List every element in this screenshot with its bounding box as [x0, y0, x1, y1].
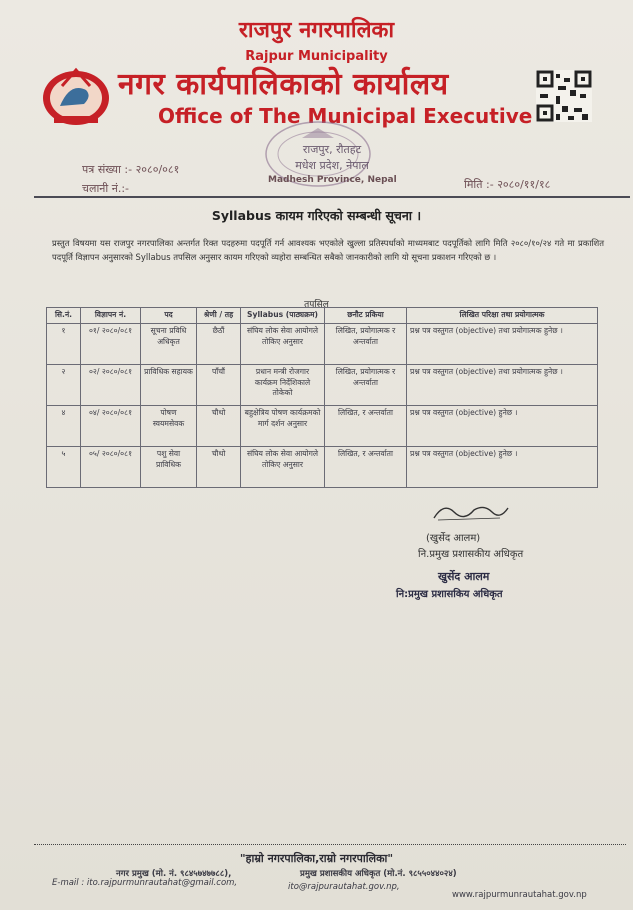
footer-mayor-contact: नगर प्रमुख (मो. नं. ९८४५७४७७८८), [116, 869, 232, 879]
table-row [47, 406, 598, 447]
table-row [47, 447, 598, 488]
cell-level: चौथो [197, 406, 241, 447]
header-cell: विज्ञापन नं. [81, 308, 141, 324]
cell-exam: प्रश्न पत्र वस्तुगत (objective) हुनेछ । [407, 447, 598, 488]
table-row [47, 324, 598, 365]
cell-syllabus: बहुक्षेत्रिय पोषण कार्यक्रमको मार्ग दर्शन अनुसार [241, 406, 325, 447]
cell-exam: प्रश्न पत्र वस्तुगत (objective) हुनेछ । [407, 406, 598, 447]
cell-selection: लिखित, र अन्तर्वाता [325, 406, 407, 447]
header-cell: श्रेणी / तह [197, 308, 241, 324]
cell-syllabus: संघिय लोक सेवा आयोगले तोकिए अनुसार [241, 447, 325, 488]
cell-serial: १ [47, 324, 81, 365]
letter-date: मिति :- २०८०/११/१८ [464, 178, 551, 191]
cell-level: छैठौं [197, 324, 241, 365]
municipality-name-en: Rajpur Municipality [245, 49, 388, 64]
cell-post: सूचना प्रविधि अधिकृत [141, 324, 197, 365]
notice-title: Syllabus कायम गरिएको सम्बन्धी सूचना । [211, 208, 422, 223]
cell-selection: लिखित, प्रयोगात्मक र अन्तर्वाता [325, 365, 407, 406]
cell-selection: लिखित, प्रयोगात्मक र अन्तर्वाता [325, 324, 407, 365]
cell-syllabus: संघिय लोक सेवा आयोगले तोकिए अनुसार [241, 324, 325, 365]
office-address: Madhesh Province, Nepal [268, 175, 397, 185]
footer-slogan: "हाम्रो नगरपालिका,राम्रो नगरपालिका" [239, 852, 394, 865]
table-header-row [47, 308, 598, 324]
header-cell: सि.नं. [47, 308, 81, 324]
cell-level: पाँचौं [197, 365, 241, 406]
cell-level: चौथो [197, 447, 241, 488]
stamp-text-line2: मधेश प्रदेश, नेपाल [295, 159, 369, 172]
cell-selection: लिखित, र अन्तर्वाता [325, 447, 407, 488]
footer-website: www.rajpurmunrautahat.gov.np [452, 890, 587, 900]
cell-post: प्राविधिक सहायक [141, 365, 197, 406]
cell-serial: ४ [47, 406, 81, 447]
reference-number: पत्र संख्या :- २०८०/०८१ [82, 163, 180, 176]
header-cell: Syllabus (पाठ्यक्रम) [241, 308, 325, 324]
signatory-title: नि.प्रमुख प्रशासकीय अधिकृत [418, 549, 524, 560]
cell-serial: ५ [47, 447, 81, 488]
footer-cao-contact: प्रमुख प्रशासकीय अधिकृत (मो.नं. ९८५५०४४०२४) [300, 869, 457, 879]
footer-email-2: ito@rajpurautahat.gov.np, [288, 882, 400, 892]
cell-post: पोषण स्वयमसेवक [141, 406, 197, 447]
cell-ad-number: ०४/ २०८०/०८१ [81, 406, 141, 447]
table-row [47, 365, 598, 406]
cell-syllabus: प्रधान मन्त्री रोजगार कार्यक्रम निर्देशिकाले तोकेको [241, 365, 325, 406]
header-divider [34, 196, 630, 198]
stamp-signatory-title: नि:प्रमुख प्रशासकिय अधिकृत [396, 589, 503, 600]
stamp-text-line1: राजपुर, रौतहट [302, 143, 362, 156]
cell-ad-number: ०५/ २०८०/०८१ [81, 447, 141, 488]
syllabus-table [46, 307, 598, 488]
office-title-np: नगर कार्यपालिकाको कार्यालय [118, 67, 449, 102]
footer-email-1: E-mail : ito.rajpurmunrautahat@gmail.com, [52, 878, 238, 888]
cell-post: पशु सेवा प्राविधिक [141, 447, 197, 488]
dispatch-number: चलानी नं.:- [82, 182, 130, 195]
header-cell: छनौट प्रकिया [325, 308, 407, 324]
cell-ad-number: ०१/ २०८०/०८१ [81, 324, 141, 365]
office-title-en: Office of The Municipal Executive [158, 104, 533, 128]
cell-serial: २ [47, 365, 81, 406]
table-caption: तपसिल [304, 300, 329, 310]
cell-exam: प्रश्न पत्र वस्तुगत (objective) तथा प्रयोगात्मक हुनेछ । [407, 324, 598, 365]
header-cell: पद [141, 308, 197, 324]
signatory-name: (खुर्सेद आलम) [426, 533, 481, 544]
qr-code-icon [536, 70, 592, 122]
stamp-signatory-name: खुर्सेद आलम [438, 570, 490, 583]
footer-divider [34, 844, 626, 845]
municipality-name-np: राजपुर नगरपालिका [238, 18, 395, 43]
notice-body: प्रस्तुत विषयमा यस राजपुर नगरपालिका अन्तर्गत रिक्त पदहरुमा पदपूर्ति गर्न आवश्यक भएकोले खुल्ला प्रतिस्पर्धाको माध्यमबाट पदपूर्तिको लागि मिति २०८०/१०/२४ गते मा प्रकाशित पदपूर्ति विज्ञापन अनुसारको Syllabus तपसिल अनुसार कायम गरिएको व्यहोरा सम्बन्धित सबैको जानकारीको लागि यो सूचना प्रकाशन गरिएको छ । [52, 238, 604, 262]
cell-ad-number: ०२/ २०८०/०८१ [81, 365, 141, 406]
cell-exam: प्रश्न पत्र वस्तुगत (objective) तथा प्रयोगात्मक हुनेछ । [407, 365, 598, 406]
signature-scribble-icon [430, 498, 510, 524]
header-cell: लिखित परिक्षा तथा प्रयोगात्मक [407, 308, 598, 324]
nepal-emblem-icon [40, 60, 112, 128]
